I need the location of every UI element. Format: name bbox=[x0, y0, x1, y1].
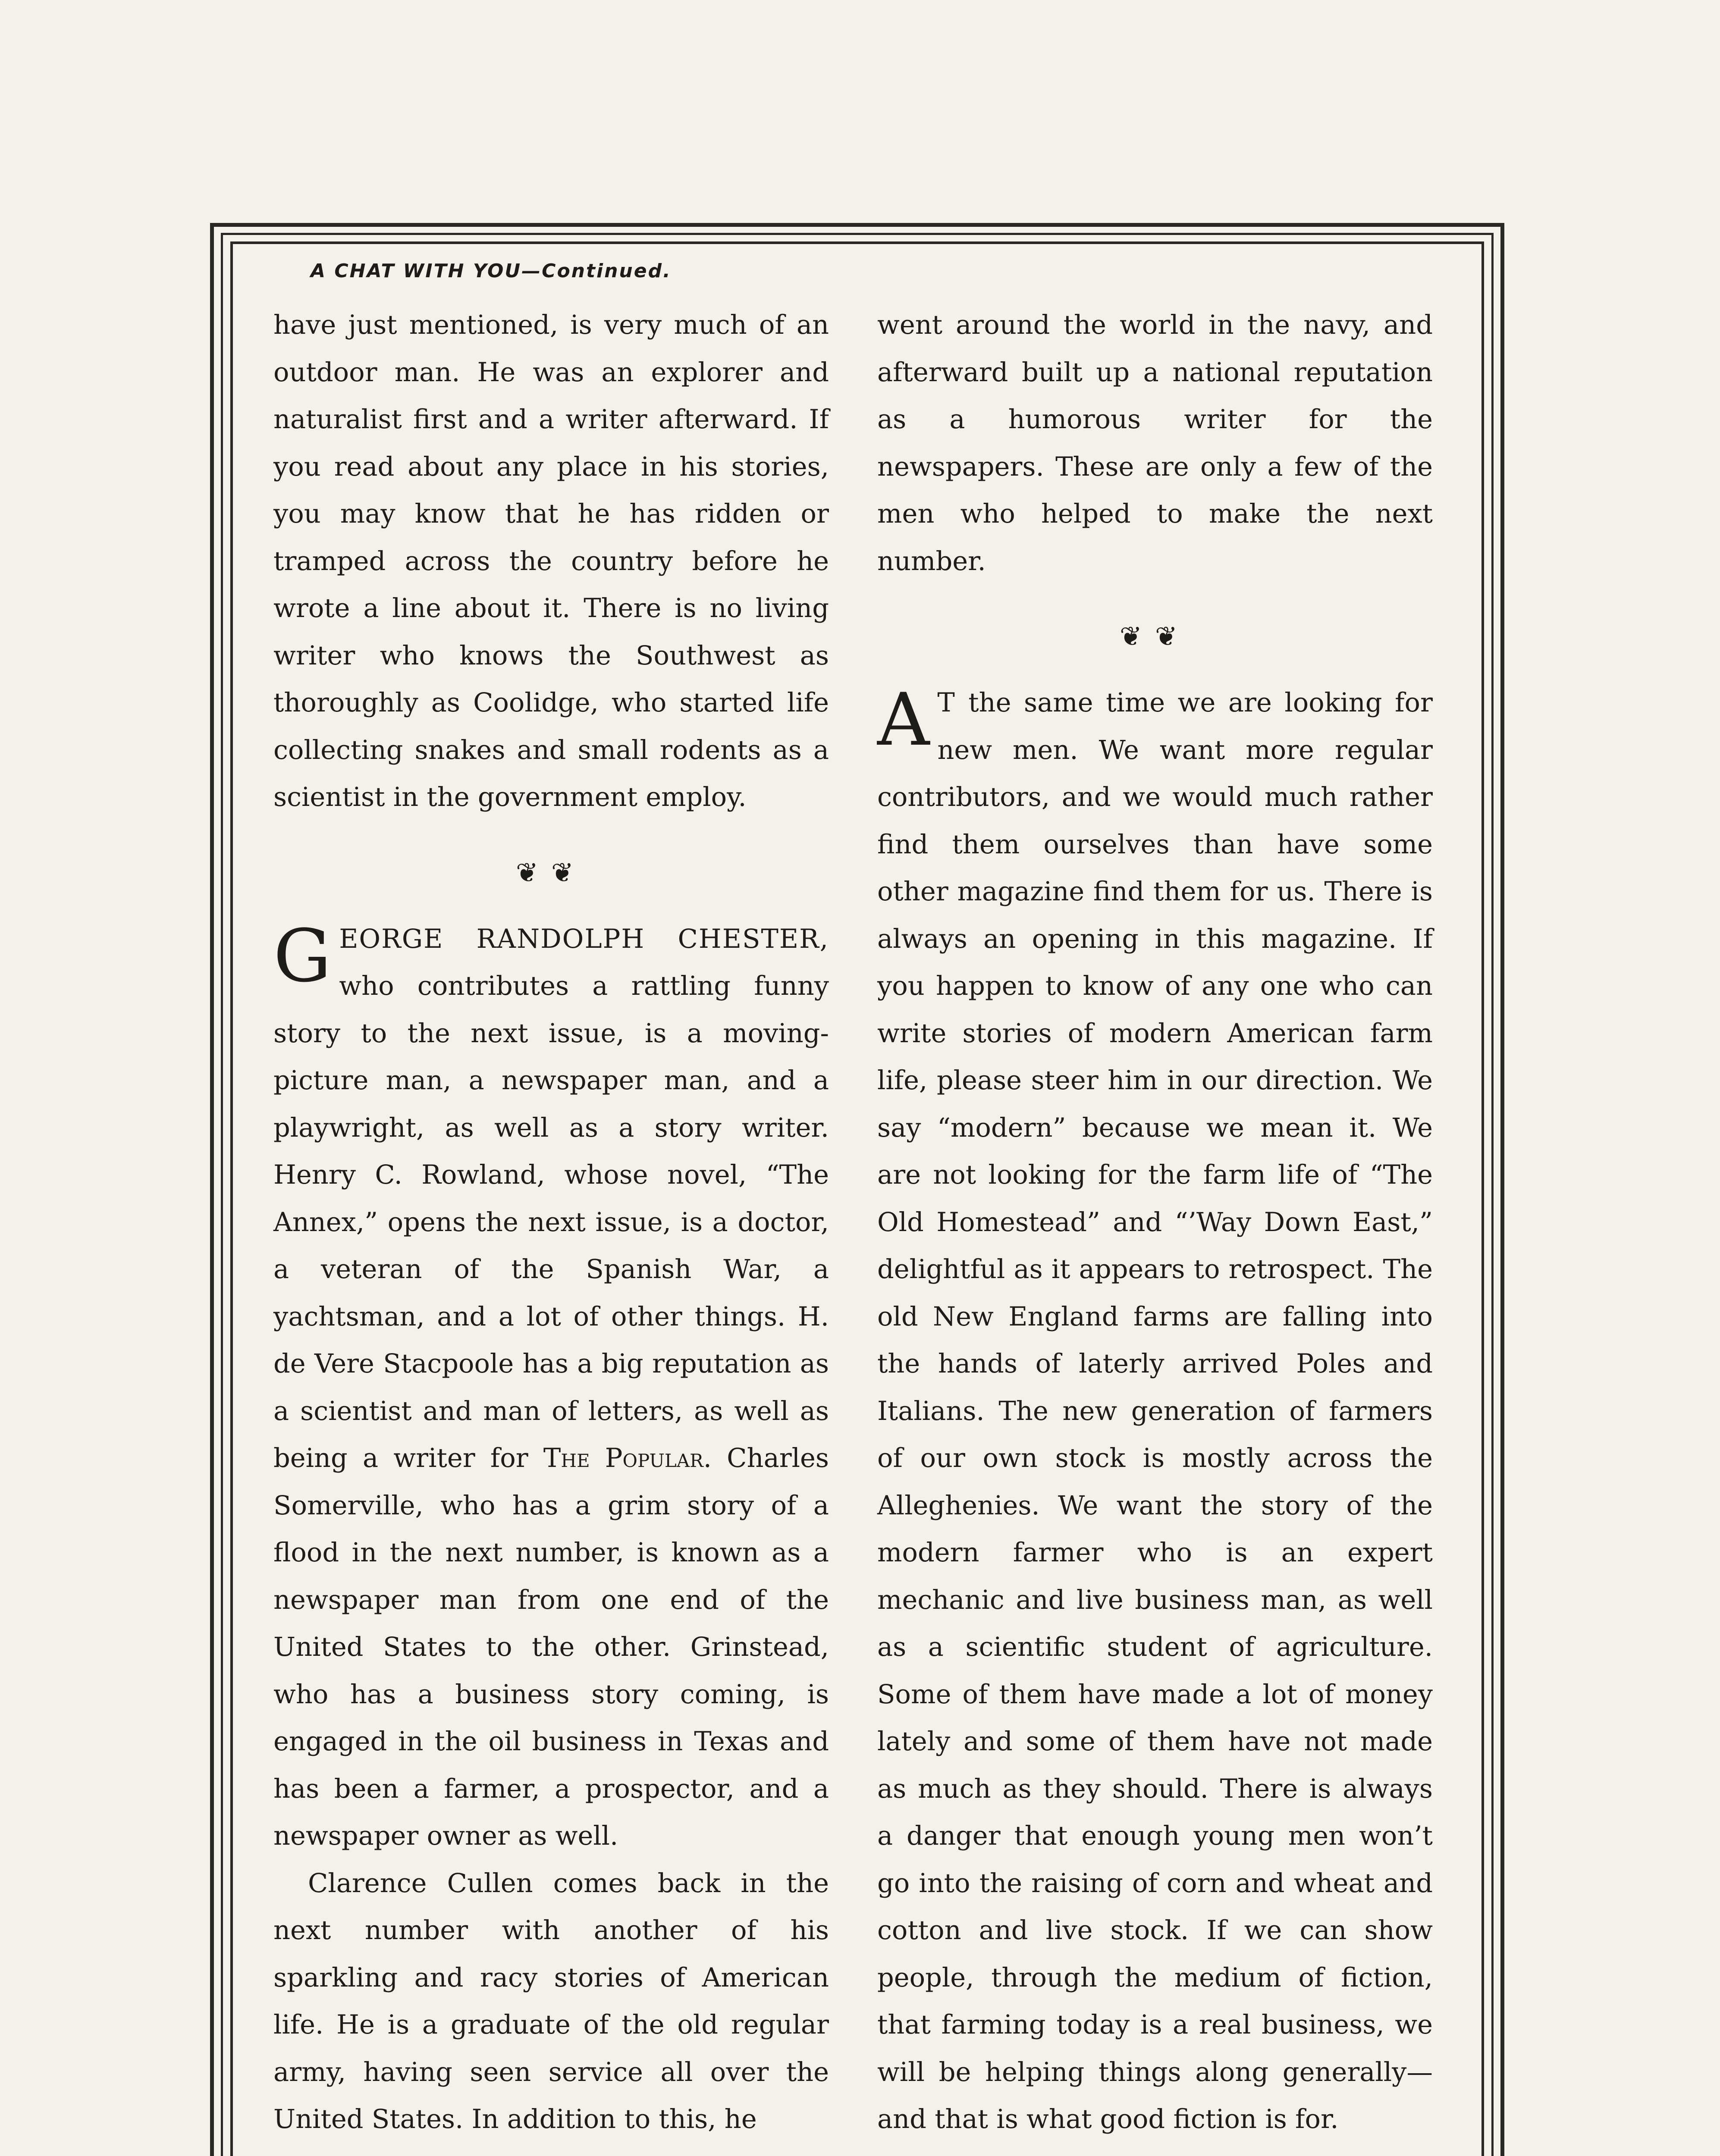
left-column bbox=[273, 302, 829, 2143]
left-paragraph-1: have just mentioned, is very much of an outdoor man. He was an explorer and naturalist first and a writer afterward. If you read about any place in his stories, you may know that he has ridden or tramped across the country before he wrote a line about it. There is no living writer who knows the Southwest as thoroughly as Coolidge, who started life collecting snakes and small rodents as a scientist in the government employ. bbox=[273, 310, 829, 812]
left-paragraph-3: Clarence Cullen comes back in the next number with another of his sparkling and racy stories of American life. He is a graduate of the old regular army, having seen service all over the United States. In addition to this, he bbox=[273, 1868, 829, 2134]
running-head: A CHAT WITH YOU—Continued. bbox=[311, 260, 672, 282]
magazine-title-smallcaps: The Popular bbox=[543, 1443, 703, 1473]
section-break-ornament: ❦❦ bbox=[516, 856, 587, 888]
drop-cap-a: A bbox=[877, 677, 930, 762]
left-paragraph-2-text-a: who contributes a rattling funny story to the next issue, is a moving-picture man, a newspaper man, and a playwright, as well as a story writer. Henry C. Rowland, whose novel, “The Annex,” opens the next issue, is a doctor, a veteran of the Spanish War, a yachtsman, and a lot of other things. H. de Vere Stacpoole has a big reputation as a scientist and man of letters, as well as being a writer for bbox=[273, 971, 829, 1473]
drop-cap-g: G bbox=[273, 913, 332, 998]
lead-in-caps: T bbox=[937, 688, 956, 718]
left-paragraph-2-text-b: . Charles Somerville, who has a grim story of a flood in the next number, is known as a newspaper man from one end of the United States to the other. Grinstead, who has a business story coming, is engaged in the oil business in Texas and has been a farmer, a prospector, and a newspaper owner as well. bbox=[273, 1443, 829, 1851]
right-paragraph-1: went around the world in the navy, and afterward built up a national reputation as a humorous writer for the newspapers. These are only a few of the men who helped to make the next number. bbox=[877, 310, 1433, 577]
left-paragraph-2 bbox=[273, 913, 829, 1860]
right-paragraph-2-text: the same time we are looking for new men. We want more regular contributors, and we would much rather find them ourselves than have some other magazine find them for us. There is always an opening in this magazine. If you happen to know of any one who can write stories of modern American farm life, please steer him in our direction. We say “modern” because we mean it. We are not looking for the farm life of “The Old Homestead” and “’Way Down East,” delightful as it appears to retrospect. The old New England farms are falling into the hands of laterly arrived Poles and Italians. The new generation of farmers of our own stock is mostly across the Alleghenies. We want the story of the modern farmer who is an expert mechanic and live business man, as well as a scientific student of agriculture. Some of them have made a lot of money lately and some of them have not made as much as they should. There is always a danger that enough young men won’t go into the raising of corn and wheat and cotton and live stock. If we can show people, through the medium of fiction, that farming today is a real business, we will be helping things along generally—and that is what good fiction is for. bbox=[877, 688, 1433, 2134]
right-paragraph-2 bbox=[877, 677, 1433, 2143]
lead-in-caps: EORGE RANDOLPH CHESTER, bbox=[339, 924, 829, 954]
right-column bbox=[877, 302, 1433, 2143]
section-break-ornament: ❦❦ bbox=[1120, 620, 1190, 652]
